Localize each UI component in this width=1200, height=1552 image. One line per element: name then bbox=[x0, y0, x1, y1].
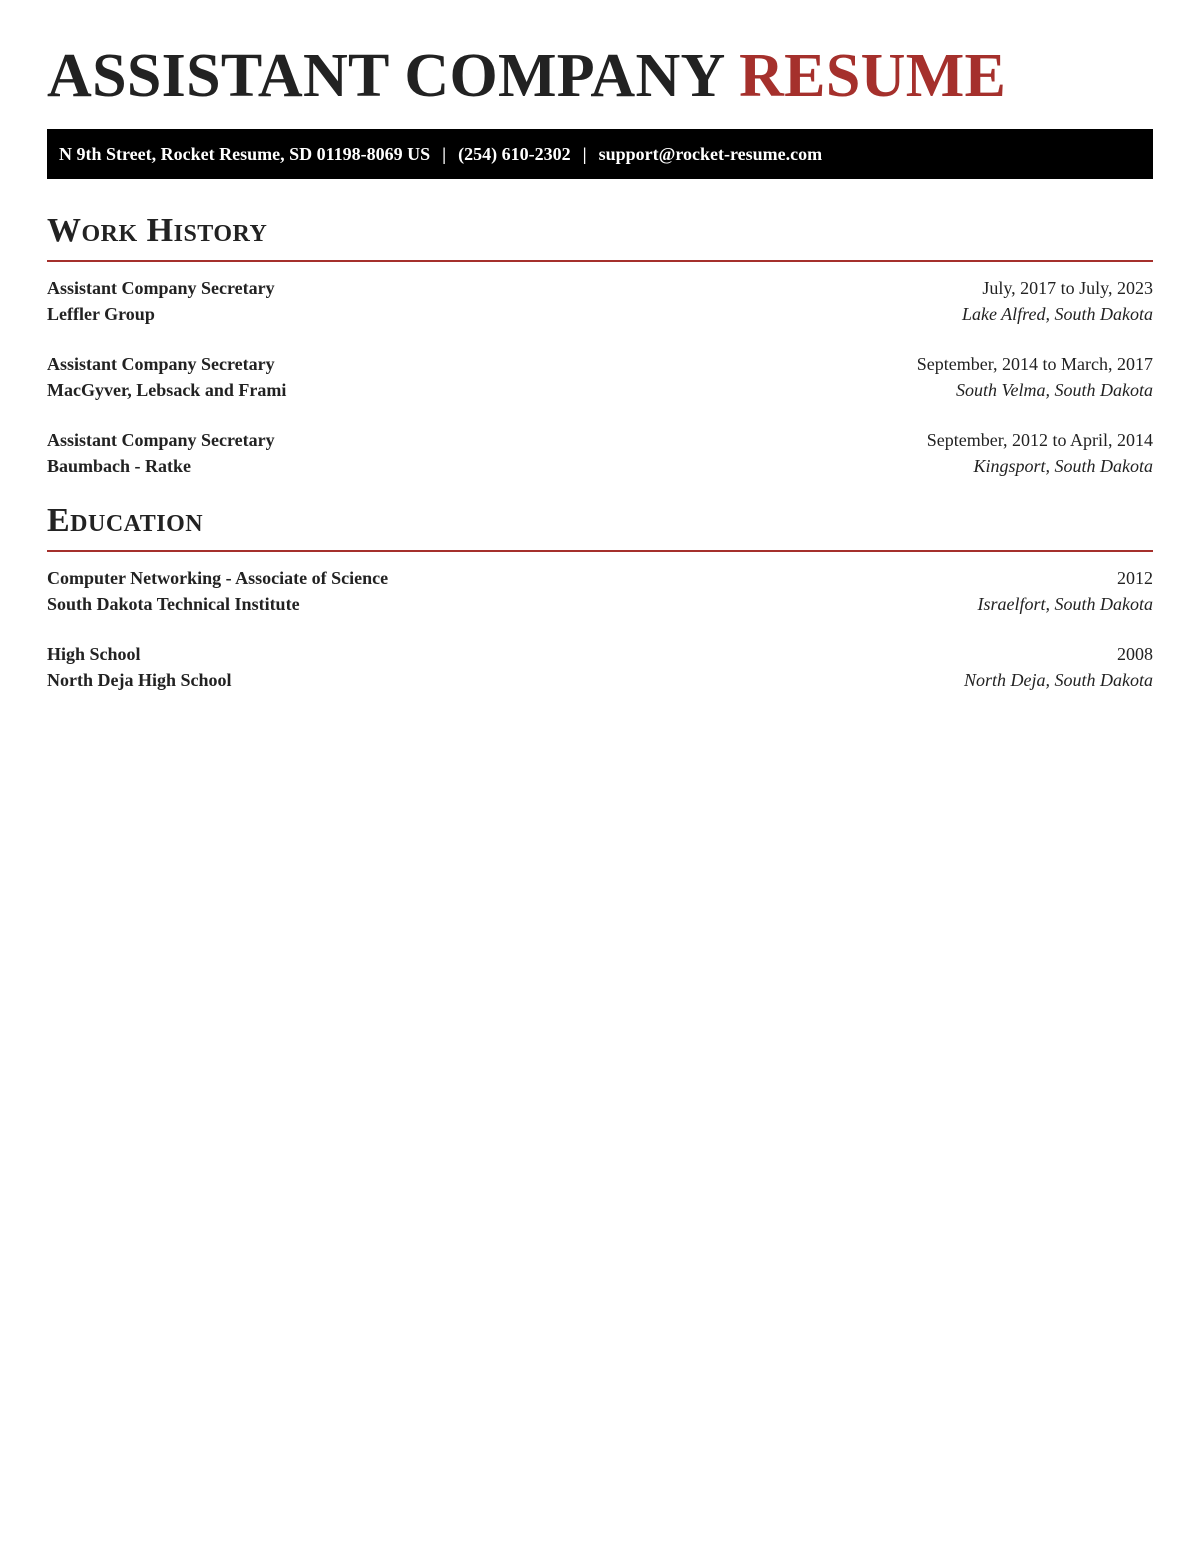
resume-title-accent: RESUME bbox=[739, 42, 1007, 110]
education-divider bbox=[47, 550, 1153, 552]
job-title: Assistant Company Secretary bbox=[47, 430, 275, 450]
education-section bbox=[47, 501, 1153, 693]
education-heading: Education bbox=[47, 502, 204, 539]
job-title: Assistant Company Secretary bbox=[47, 278, 275, 298]
work-entry bbox=[47, 275, 1153, 327]
job-company: Leffler Group bbox=[47, 304, 155, 324]
contact-email: support@rocket-resume.com bbox=[598, 143, 823, 164]
education-location: North Deja, South Dakota bbox=[964, 670, 1153, 690]
education-location: Israelfort, South Dakota bbox=[977, 594, 1153, 614]
education-entry bbox=[47, 565, 1153, 617]
job-company: Baumbach - Ratke bbox=[47, 456, 192, 476]
job-dates: September, 2014 to March, 2017 bbox=[916, 354, 1153, 374]
job-dates: September, 2012 to April, 2014 bbox=[926, 430, 1153, 450]
work-history-section bbox=[47, 211, 1153, 479]
resume-title-main: ASSISTANT COMPANY bbox=[47, 42, 724, 110]
education-school: South Dakota Technical Institute bbox=[47, 594, 300, 614]
work-history-divider bbox=[47, 260, 1153, 262]
work-entry bbox=[47, 351, 1153, 403]
job-title: Assistant Company Secretary bbox=[47, 354, 275, 374]
education-year: 2008 bbox=[1117, 644, 1153, 664]
job-company: MacGyver, Lebsack and Frami bbox=[47, 380, 287, 400]
contact-address: N 9th Street, Rocket Resume, SD 01198-8069 US bbox=[59, 143, 431, 164]
education-year: 2012 bbox=[1117, 568, 1153, 588]
job-location: South Velma, South Dakota bbox=[956, 380, 1153, 400]
contact-separator: | bbox=[442, 143, 447, 164]
contact-bar bbox=[47, 129, 1153, 179]
resume-title bbox=[47, 0, 1153, 110]
job-location: Kingsport, South Dakota bbox=[973, 456, 1153, 476]
education-degree: High School bbox=[47, 644, 141, 664]
education-school: North Deja High School bbox=[47, 670, 232, 690]
work-entry bbox=[47, 427, 1153, 479]
education-entry bbox=[47, 641, 1153, 693]
job-location: Lake Alfred, South Dakota bbox=[962, 304, 1153, 324]
work-history-heading: Work History bbox=[47, 212, 268, 249]
education-degree: Computer Networking - Associate of Science bbox=[47, 568, 389, 588]
contact-phone: (254) 610-2302 bbox=[458, 143, 571, 164]
contact-separator: | bbox=[582, 143, 587, 164]
job-dates: July, 2017 to July, 2023 bbox=[982, 278, 1153, 298]
